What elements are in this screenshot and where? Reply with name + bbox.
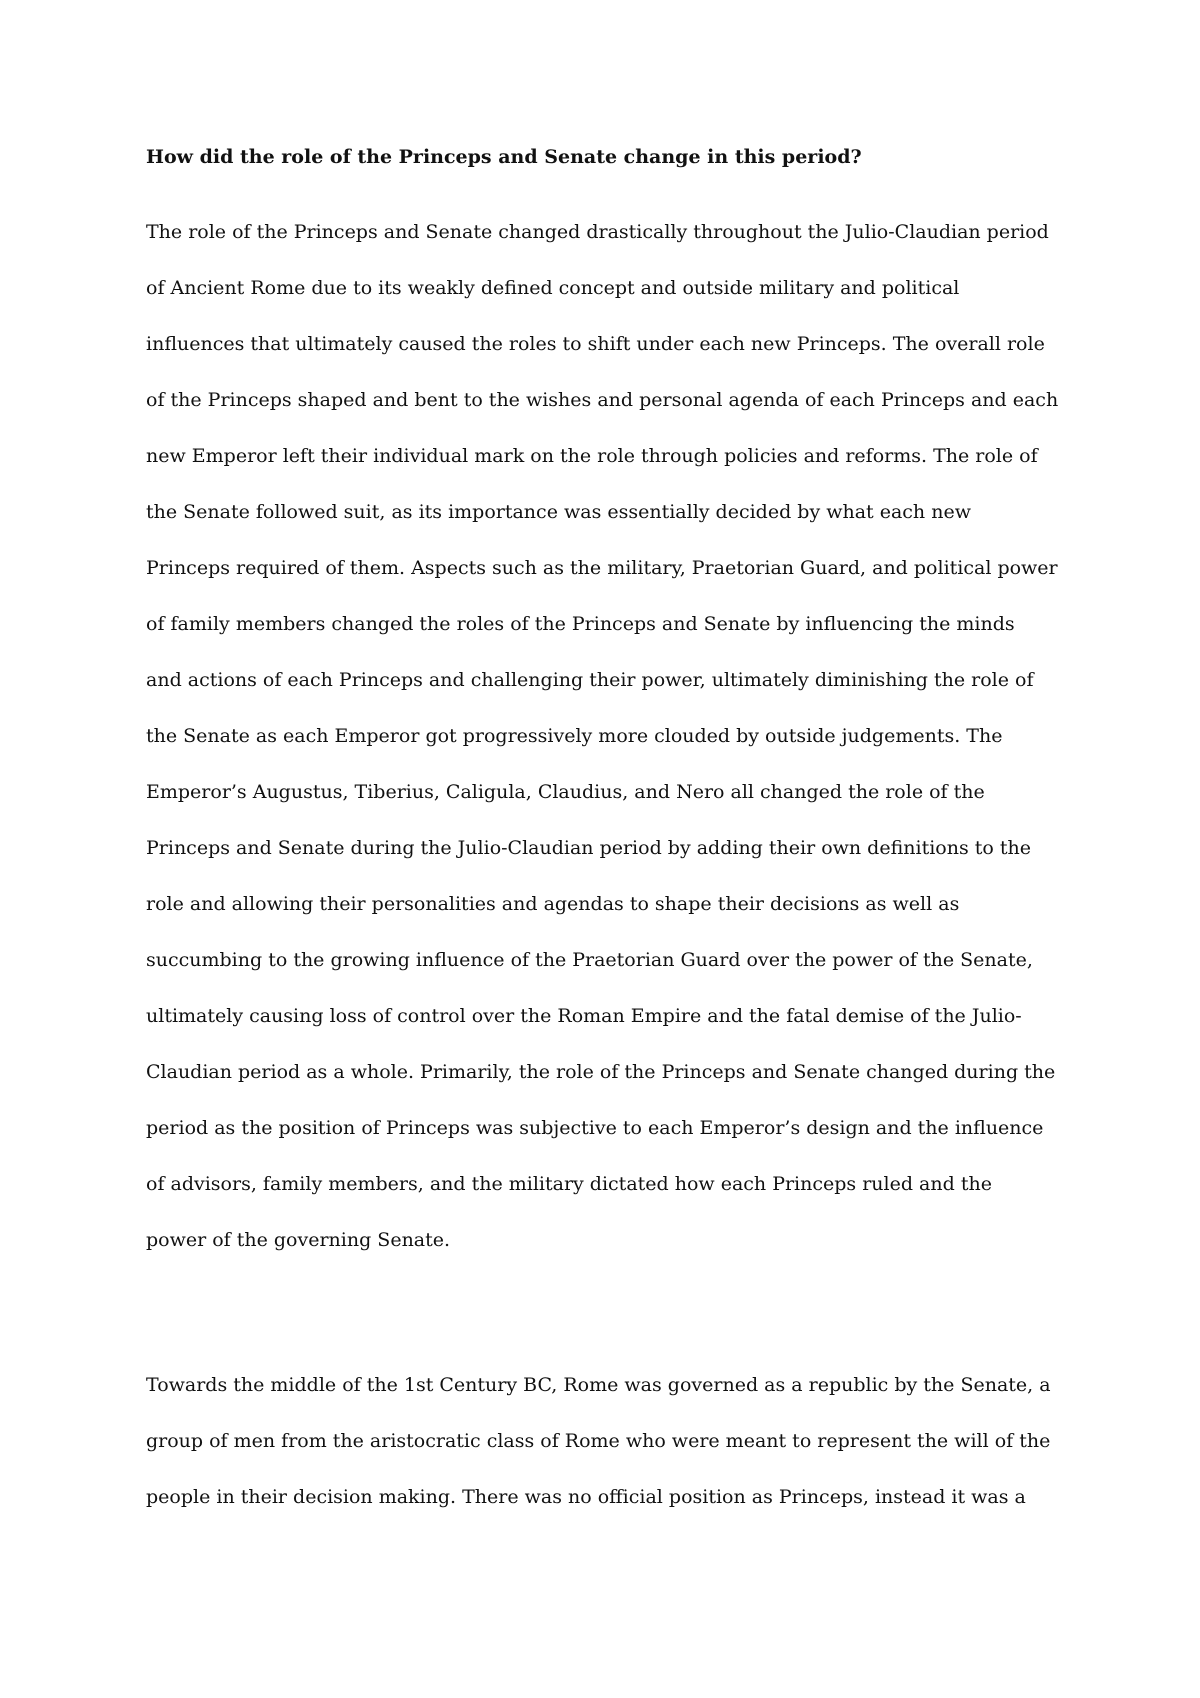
paragraph-1-line: influences that ultimately caused the roles to shift under each new Princeps. The overall role — [146, 333, 1045, 355]
paragraph-1-line: and actions of each Princeps and challenging their power, ultimately diminishing the role of — [146, 669, 1034, 691]
paragraph-1-line: the Senate as each Emperor got progressively more clouded by outside judgements. The — [146, 725, 1003, 747]
paragraph-1-line: Princeps and Senate during the Julio-Claudian period by adding their own definitions to the — [146, 837, 1031, 859]
paragraph-1-line: of Ancient Rome due to its weakly defined concept and outside military and political — [146, 277, 960, 299]
paragraph-1-line: of the Princeps shaped and bent to the wishes and personal agenda of each Princeps and each — [146, 389, 1059, 411]
paragraph-1-line: succumbing to the growing influence of the Praetorian Guard over the power of the Senate, — [146, 949, 1033, 971]
paragraph-1-line: of advisors, family members, and the military dictated how each Princeps ruled and the — [146, 1173, 992, 1195]
paragraph-1-line: ultimately causing loss of control over the Roman Empire and the fatal demise of the Julio- — [146, 1005, 1022, 1027]
paragraph-1-line: new Emperor left their individual mark on the role through policies and reforms. The role of — [146, 445, 1038, 467]
paragraph-1-line: power of the governing Senate. — [146, 1229, 451, 1251]
paragraph-1-line: of family members changed the roles of the Princeps and Senate by influencing the minds — [146, 613, 1015, 635]
paragraph-1-line: Princeps required of them. Aspects such as the military, Praetorian Guard, and political power — [146, 557, 1058, 579]
essay-question-heading: How did the role of the Princeps and Senate change in this period? — [146, 146, 862, 168]
paragraph-1-line: Claudian period as a whole. Primarily, the role of the Princeps and Senate changed during the — [146, 1061, 1056, 1083]
paragraph-1-line: period as the position of Princeps was subjective to each Emperor’s design and the influence — [146, 1117, 1044, 1139]
paragraph-2-line: group of men from the aristocratic class of Rome who were meant to represent the will of the — [146, 1430, 1051, 1452]
paragraph-1-line: the Senate followed suit, as its importance was essentially decided by what each new — [146, 501, 971, 523]
paragraph-2-line: people in their decision making. There was no official position as Princeps, instead it was a — [146, 1486, 1026, 1508]
paragraph-1-line: The role of the Princeps and Senate changed drastically throughout the Julio-Claudian period — [146, 221, 1049, 243]
paragraph-1-line: role and allowing their personalities and agendas to shape their decisions as well as — [146, 893, 960, 915]
paragraph-2-line: Towards the middle of the 1st Century BC, Rome was governed as a republic by the Senate, a — [146, 1374, 1051, 1396]
paragraph-1-line: Emperor’s Augustus, Tiberius, Caligula, Claudius, and Nero all changed the role of the — [146, 781, 985, 803]
